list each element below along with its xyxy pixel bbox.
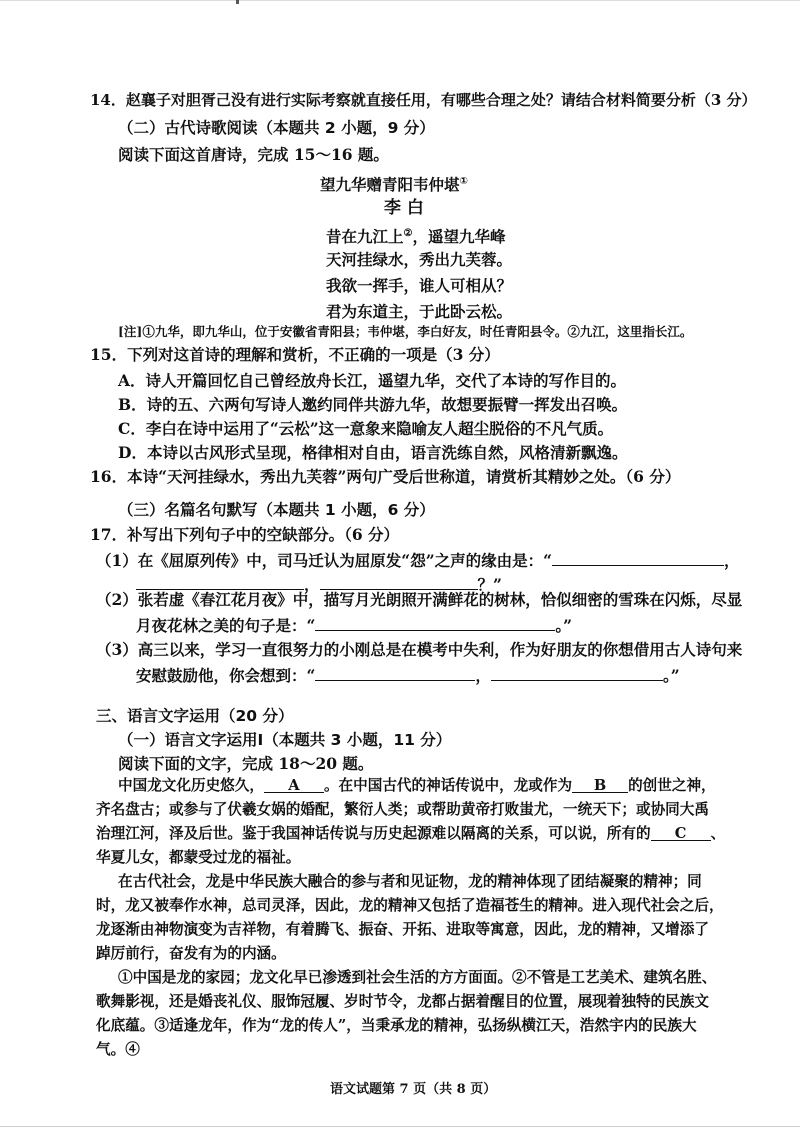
passage-blank-c[interactable]: C (651, 824, 711, 841)
q17-blank-6[interactable] (491, 664, 663, 681)
q17-blank-4[interactable] (315, 614, 555, 631)
question-15-option-b: B．诗的五、六两句写诗人邀约同伴共游九华，故想要振臂一挥发出召唤。 (118, 395, 628, 414)
q17-item1-comma: ， (724, 551, 740, 570)
q17-item1-end: ？” (477, 575, 502, 594)
passage-p1-l3-b: 、 (710, 825, 726, 842)
question-17-item-1 (96, 549, 740, 571)
passage-p1-line-3 (96, 824, 725, 844)
question-15-stem: 15．下列对这首诗的理解和赏析，不正确的一项是（3 分） (90, 345, 500, 364)
bottom-border (0, 1126, 800, 1127)
q17-item3-text: 安慰鼓励他，你会想到：“ (136, 666, 316, 685)
question-17-item-3-cont (136, 664, 680, 686)
part-3-sub-heading: （一）语言文字运用Ⅰ（本题共 3 小题，11 分） (118, 731, 452, 749)
q17-item1-text: （1）在《屈原列传》中，司马迁认为屈原发“怨”之声的缘由是：“ (96, 551, 553, 570)
passage-p1-line-2: 齐名盘古；或参与了伏羲女娲的婚配，繁衍人类；或帮助黄帝打败蚩尤，一统天下；或协同大禹 (96, 801, 709, 818)
poem-line-1 (326, 224, 506, 247)
section-3-heading: （三）名篇名句默写（本题共 1 小题，6 分） (118, 501, 435, 519)
q17-item2-text: 月夜花林之美的句子是：“ (136, 616, 316, 635)
question-14: 14．赵襄子对胆胥己没有进行实际考察就直接任用，有哪些合理之处？请结合材料简要分析（3 分） (90, 91, 757, 109)
poem-annotation: [注]①九华，即九华山，位于安徽省青阳县；韦仲堪，李白好友，时任青阳县令。②九江，这里指长江。 (118, 324, 693, 339)
passage-p2-line-4: 踔厉前行，奋发有为的内涵。 (96, 945, 286, 962)
passage-p1-l1-b: 。在中国古代的神话传说中，龙或作为 (323, 777, 573, 794)
question-17-item-2-cont (136, 614, 572, 636)
passage-p3-line-1: ①中国是龙的家园；龙文化早已渗透到社会生活的方方面面。②不管是工艺美术、建筑名胜、 (118, 969, 717, 986)
q17-item3-comma: ， (475, 666, 491, 685)
poem-line-2: 天河挂绿水，秀出九芙蓉。 (326, 250, 513, 269)
question-15-option-c: C．李白在诗中运用了“云松”这一意象来隐喻友人超尘脱俗的不凡气质。 (118, 419, 614, 438)
section-2-instruction: 阅读下面这首唐诗，完成 15～16 题。 (118, 145, 389, 164)
question-17-stem: 17．补写出下列句子中的空缺部分。（6 分） (90, 525, 400, 544)
passage-p1-l1-a: 中国龙文化历史悠久， (118, 777, 264, 794)
page-footer: 语文试题第 7 页（共 8 页） (330, 1082, 497, 1097)
passage-p2-line-2: 时，龙又被奉作水神，总司灵泽，因此，龙的精神又包括了造福苍生的精神。进入现代社会之后， (96, 897, 724, 914)
passage-blank-a[interactable]: A (264, 776, 324, 793)
q17-blank-5[interactable] (315, 664, 475, 681)
passage-p1-line-1 (118, 776, 716, 796)
passage-p2-line-3: 龙逐渐由神物演变为吉祥物，有着腾飞、振奋、开拓、进取等寓意，因此，龙的精神，又增添了 (96, 921, 709, 938)
passage-p1-l3-a: 治理江河，泽及后世。鉴于我国神话传说与历史起源难以隔离的关系，可以说，所有的 (96, 825, 651, 842)
question-17-item-3: （3）高三以来，学习一直很努力的小刚总是在模考中失利，作为好朋友的你想借用古人诗句来 (96, 640, 743, 659)
passage-p1-line-4: 华夏儿女，都蒙受过龙的福祉。 (96, 849, 301, 866)
passage-p3-line-4: 气。④ (96, 1041, 140, 1058)
q17-blank-2[interactable] (136, 573, 304, 590)
passage-p1-l1-c: 的创世之神， (628, 777, 716, 794)
passage-p2-line-1: 在古代社会，龙是中华民族大融合的参与者和见证物，龙的精神体现了团结凝聚的精神；同 (118, 873, 702, 890)
passage-blank-b[interactable]: B (572, 776, 628, 793)
q17-blank-1[interactable] (552, 549, 724, 566)
poem-line-1-note-mark: ② (403, 228, 413, 239)
poem-title (320, 172, 468, 195)
poem-author: 李 白 (384, 198, 424, 218)
q17-item3-end: 。” (662, 666, 680, 685)
poem-line-3: 我欲一挥手，谁人可相从？ (326, 276, 513, 295)
question-15-option-a: A．诗人开篇回忆自己曾经放舟长江，遥望九华，交代了本诗的写作目的。 (118, 371, 627, 390)
poem-line-4: 君为东道主，于此卧云松。 (326, 302, 513, 321)
part-3-heading: 三、语言文字运用（20 分） (96, 707, 294, 725)
passage-p3-line-3: 化底蕴。③适逢龙年，作为“龙的传人”，当秉承龙的精神，弘扬纵横江天，浩然宇内的民族大 (96, 1017, 697, 1034)
q17-item2-end: 。” (555, 616, 573, 635)
passage-p3-line-2: 歌舞影视，还是婚丧礼仪、服饰冠履、岁时节令，龙都占据着醒目的位置，展现着独特的民族文 (96, 993, 709, 1010)
poem-title-text: 望九华赠青阳韦仲堪 (320, 176, 460, 195)
q17-item1-comma-2: ， (304, 575, 320, 594)
question-16: 16．本诗“天河挂绿水，秀出九芙蓉”两句广受后世称道，请赏析其精妙之处。（6 分） (90, 467, 681, 486)
question-15-option-d: D．本诗以古风形式呈现，格律相对自由，语言洗练自然，风格清新飘逸。 (118, 443, 628, 462)
part-3-instruction: 阅读下面的文字，完成 18～20 题。 (118, 754, 374, 773)
poem-line-1a: 昔在九江上 (326, 227, 404, 247)
question-17-item-2: （2）张若虚《春江花月夜》中，描写月光朗照开满鲜花的树林，恰似细密的雪珠在闪烁，尽显 (96, 590, 743, 609)
poem-title-note-mark: ① (459, 176, 468, 187)
section-2-heading: （二）古代诗歌阅读（本题共 2 小题，9 分） (118, 119, 435, 137)
poem-line-1b: ，遥望九华峰 (412, 227, 506, 247)
q17-blank-3[interactable] (320, 573, 478, 590)
